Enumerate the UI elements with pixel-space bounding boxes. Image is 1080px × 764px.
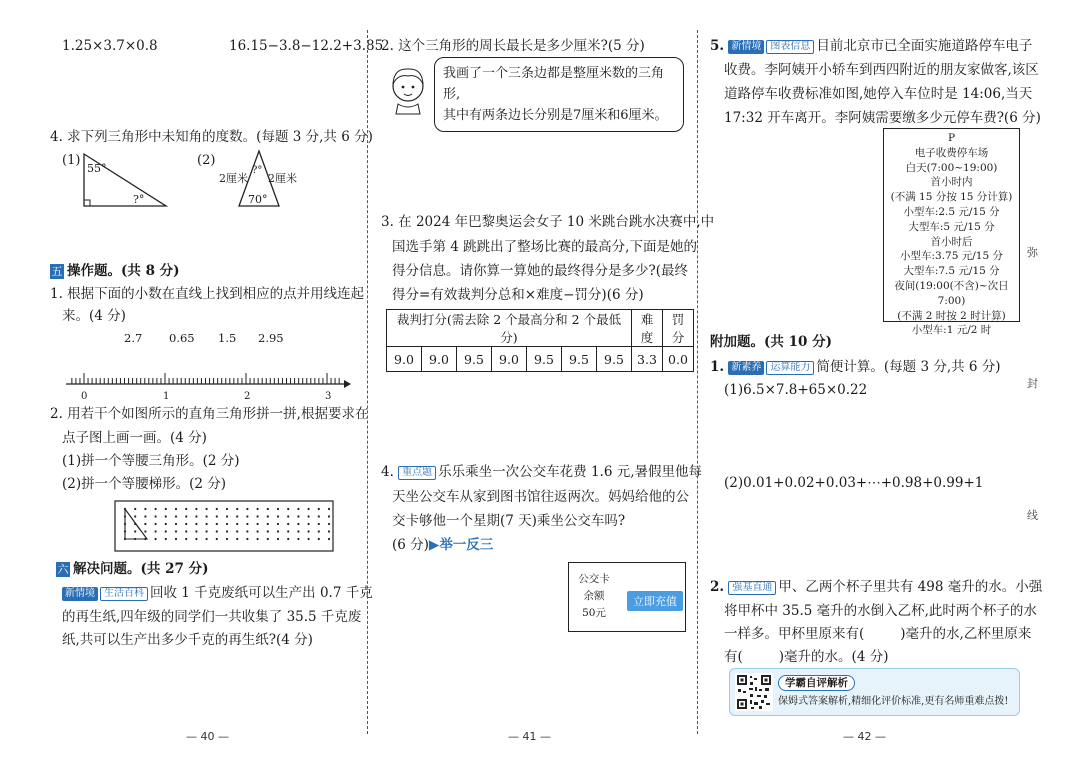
difficulty-cell: 3.3	[632, 347, 663, 372]
sign-line: 夜间(19:00(不含)~次日 7:00)	[894, 279, 1009, 307]
card-balance-label: 余额	[583, 590, 605, 602]
grid-dot	[165, 523, 167, 525]
side-left-label: 2厘米	[219, 172, 248, 185]
grid-dot	[328, 515, 330, 517]
grid-dot	[257, 515, 259, 517]
grid-dot	[287, 515, 289, 517]
grid-dot	[318, 515, 320, 517]
header-judge-scores: 裁判打分(需去除 2 个最高分和 2 个最低分)	[387, 310, 632, 347]
right-triangle-figure	[80, 150, 170, 210]
grid-dot	[257, 523, 259, 525]
grid-dot	[155, 530, 157, 532]
grid-dot	[165, 508, 167, 510]
grid-dot	[277, 508, 279, 510]
side-right-label: 2厘米	[268, 172, 297, 185]
grid-dot	[318, 538, 320, 540]
grid-dot	[267, 538, 269, 540]
tag-new-context: 新情境	[728, 40, 764, 54]
sign-line: 小型车:3.75 元/15 分	[900, 250, 1003, 263]
m-q3-line1: 3. 在 2024 年巴黎奥运会女子 10 米跳台跳水决赛中,中	[381, 214, 715, 230]
decimal-1: 2.7	[124, 331, 143, 345]
girl-avatar-icon	[384, 64, 432, 116]
grid-dot	[318, 530, 320, 532]
grid-dot	[246, 523, 248, 525]
sign-line: (不满 2 时按 2 时计算)	[897, 309, 1006, 322]
grid-dot	[206, 523, 208, 525]
card-balance-value: 50元	[582, 607, 606, 619]
s5-q2-line2: 点子图上画一画。(4 分)	[62, 430, 207, 446]
grid-dot	[206, 530, 208, 532]
grid-dot	[175, 530, 177, 532]
grid-dot	[155, 523, 157, 525]
grid-dot	[277, 523, 279, 525]
grid-dot	[267, 523, 269, 525]
grid-dot	[246, 538, 248, 540]
grid-dot	[195, 530, 197, 532]
m-q3-line4: 得分=有效裁判分总和×难度−罚分)(6 分)	[392, 287, 644, 303]
grid-dot	[175, 523, 177, 525]
s6-q1-line1: 新情境 生活百科 回收 1 千克废纸可以生产出 0.7 千克	[62, 584, 373, 602]
tag-key-question: 重点题	[398, 466, 436, 480]
tag-computation: 运算能力	[766, 361, 814, 375]
tag-new-literacy: 新素养	[728, 361, 764, 375]
grid-dot	[257, 538, 259, 540]
column-divider-1	[367, 30, 368, 734]
grid-dot	[155, 538, 157, 540]
sign-line: 小型车:1 元/2 时	[911, 324, 992, 337]
margin-char-2: 封	[1027, 377, 1038, 390]
grid-dot	[165, 515, 167, 517]
margin-char-3: 线	[1027, 509, 1038, 522]
grid-dot	[195, 508, 197, 510]
score-cell: 9.5	[527, 347, 562, 372]
section6-heading: 六 解决问题。(共 27 分)	[57, 561, 209, 577]
decimal-2: 0.65	[169, 331, 195, 345]
r-q5-line3: 道路停车收费标准如图,她停入车位时是 14:06,当天	[724, 86, 1033, 102]
grid-dot	[287, 523, 289, 525]
grid-dot	[236, 530, 238, 532]
r-b1-sub2: (2)0.01+0.02+0.03+⋯+0.98+0.99+1	[724, 475, 984, 491]
grid-dot	[308, 538, 310, 540]
grid-dot	[277, 530, 279, 532]
parking-fee-sign	[883, 128, 1020, 337]
s5-q2-line1: 2. 用若干个如图所示的直角三角形拼一拼,根据要求在	[50, 406, 369, 422]
sign-line: 大型车:7.5 元/15 分	[903, 265, 1000, 278]
m-q4-line4: (6 分)▶举一反三	[392, 537, 494, 553]
grid-dot	[246, 515, 248, 517]
axis-label-0: 0	[81, 391, 88, 402]
grid-dot	[155, 515, 157, 517]
q4-title: 4. 求下列三角形中未知角的度数。(每题 3 分,共 6 分)	[50, 129, 373, 145]
grid-dot	[308, 530, 310, 532]
grid-dot	[185, 508, 187, 510]
grid-dot	[308, 515, 310, 517]
bubble-line-2: 其中有两条边长分别是7厘米和6厘米。	[443, 108, 668, 123]
sign-line: 首小时后	[930, 235, 973, 248]
s5-q2-sub1: (1)拼一个等腰三角形。(2 分)	[62, 453, 240, 469]
calc-expression-2: 16.15−3.8−12.2+3.85	[229, 38, 384, 54]
card-title: 公交卡	[578, 573, 610, 585]
grid-dot	[165, 530, 167, 532]
page-number-41: — 41 —	[508, 730, 551, 743]
axis-label-1: 1	[163, 391, 170, 402]
grid-dot	[318, 523, 320, 525]
grid-dot	[155, 508, 157, 510]
r-b2-line1: 2. 强基直通 甲、乙两个杯子里共有 498 毫升的水。小强	[710, 579, 1043, 595]
speech-bubble	[434, 57, 684, 132]
r-q5-line1: 5. 新情境 图表信息 目前北京市已全面实施道路停车电子	[710, 38, 1033, 54]
r-b2-line2: 将甲杯中 35.5 毫升的水倒入乙杯,此时两个杯子的水	[724, 603, 1037, 619]
grid-dot	[195, 515, 197, 517]
grid-dot	[328, 530, 330, 532]
s6-q1-line2: 的再生纸,四年级的同学们一共收集了 35.5 千克废	[62, 609, 362, 625]
s6-q1-line3: 纸,共可以生产出多少千克的再生纸?(4 分)	[62, 632, 313, 648]
r-b1-title: 1. 新素养 运算能力 简便计算。(每题 3 分,共 6 分)	[710, 359, 1001, 375]
grid-dot	[206, 538, 208, 540]
grid-dot	[175, 515, 177, 517]
grid-dot	[144, 523, 146, 525]
grid-dot	[297, 508, 299, 510]
angle-70: 70°	[248, 193, 268, 206]
grid-dot	[246, 508, 248, 510]
r-q5-line4: 17:32 开车离开。李阿姨需要缴多少元停车费?(6 分)	[724, 110, 1041, 126]
score-cell: 9.0	[492, 347, 527, 372]
grid-dot	[195, 538, 197, 540]
column-divider-2	[697, 30, 698, 734]
score-cell: 9.0	[422, 347, 457, 372]
page-number-40: — 40 —	[186, 730, 229, 743]
score-cell: 9.5	[562, 347, 597, 372]
grid-dot	[185, 523, 187, 525]
grid-dot	[185, 515, 187, 517]
grid-dot	[246, 530, 248, 532]
r-b1-sub1: (1)6.5×7.8+65×0.22	[724, 382, 868, 398]
sign-line: 电子收费停车场	[914, 146, 989, 159]
qr-code-icon[interactable]	[735, 673, 773, 711]
q4-sub1-label: (1)	[62, 153, 81, 168]
grid-dot	[134, 508, 136, 510]
m-q4-line1: 4. 重点题 乐乐乘坐一次公交车花费 1.6 元,暑假里他每	[381, 464, 703, 480]
sign-line: (不满 15 分按 15 分计算)	[890, 191, 1013, 204]
section5-badge: 五	[51, 265, 63, 278]
grid-dot	[226, 523, 228, 525]
related-practice-link[interactable]: ▶举一反三	[428, 537, 494, 553]
grid-dot	[206, 515, 208, 517]
sign-line: 首小时内	[930, 176, 973, 189]
score-cell: 9.5	[597, 347, 632, 372]
sign-line: 白天(7:00~19:00)	[905, 161, 998, 174]
dot-grid[interactable]	[114, 500, 334, 552]
grid-dot	[236, 538, 238, 540]
grid-dot	[226, 508, 228, 510]
grid-dot	[195, 523, 197, 525]
grid-dot	[216, 515, 218, 517]
grid-dot	[144, 530, 146, 532]
grid-dot	[328, 523, 330, 525]
grid-dot	[287, 508, 289, 510]
grid-dot	[328, 538, 330, 540]
grid-dot	[226, 515, 228, 517]
score-cell: 9.0	[387, 347, 422, 372]
grid-dot	[216, 530, 218, 532]
grid-dot	[267, 508, 269, 510]
grid-dot	[297, 538, 299, 540]
header-difficulty: 难度	[632, 310, 663, 347]
angle-unknown-2: ?°	[252, 165, 263, 176]
grid-dot	[297, 523, 299, 525]
grid-dot	[144, 508, 146, 510]
grid-dot	[216, 538, 218, 540]
grid-dot	[297, 515, 299, 517]
axis-label-3: 3	[325, 391, 332, 402]
m-q3-line3: 得分信息。请你算一算她的最终得分是多少?(最终	[392, 263, 689, 279]
tag-chart-info: 图表信息	[766, 40, 814, 54]
tag-strong-foundation: 强基直通	[728, 581, 776, 595]
number-line	[62, 368, 352, 392]
m-q4-line3: 交卡够他一个星期(7 天)乘坐公交车吗?	[392, 513, 626, 529]
score-cell: 9.5	[457, 347, 492, 372]
m-q3-line2: 国选手第 4 跳跳出了整场比赛的最高分,下面是她的	[392, 239, 697, 255]
grid-dot	[257, 508, 259, 510]
bubble-line-1: 我画了一个三条边都是整厘米数的三角形,	[443, 66, 665, 102]
grid-dot	[134, 515, 136, 517]
tag-life-encyclopedia: 生活百科	[100, 587, 148, 601]
grid-dot	[328, 508, 330, 510]
axis-label-2: 2	[244, 391, 251, 402]
grid-dot	[185, 530, 187, 532]
m-q4-line2: 天坐公交车从家到图书馆往返两次。妈妈给他的公	[392, 489, 689, 505]
grid-dot	[267, 530, 269, 532]
section5-heading: 五 操作题。(共 8 分)	[51, 263, 180, 279]
page-number-42: — 42 —	[843, 730, 886, 743]
s5-q1-line1: 1. 根据下面的小数在直线上找到相应的点并用线连起	[50, 286, 365, 302]
bonus-section-title: 附加题。(共 10 分)	[710, 334, 832, 350]
grid-dot	[134, 530, 136, 532]
m-q2-title: 2. 这个三角形的周长最长是多少厘米?(5 分)	[381, 38, 645, 54]
q4-sub2-label: (2)	[197, 153, 216, 168]
grid-dot	[185, 538, 187, 540]
grid-dot	[175, 538, 177, 540]
banner-title: 学霸自评解析	[778, 675, 855, 691]
calc-expression-1: 1.25×3.7×0.8	[62, 38, 158, 54]
grid-dot	[277, 538, 279, 540]
r-q5-line2: 收费。李阿姨开小轿车到西四附近的朋友家做客,该区	[724, 62, 1039, 78]
penalty-cell: 0.0	[663, 347, 694, 372]
sign-line: P	[947, 132, 956, 144]
sign-line: 小型车:2.5 元/15 分	[903, 205, 1000, 218]
decimal-4: 2.95	[258, 331, 284, 345]
grid-dot	[236, 515, 238, 517]
recharge-button[interactable]: 立即充值	[627, 591, 683, 611]
grid-dot	[257, 530, 259, 532]
grid-dot	[226, 530, 228, 532]
tag-new-context: 新情境	[62, 587, 98, 601]
grid-dot	[144, 515, 146, 517]
grid-dot	[277, 515, 279, 517]
grid-dot	[287, 530, 289, 532]
s5-q1-line2: 来。(4 分)	[62, 308, 126, 324]
grid-dot	[206, 508, 208, 510]
grid-dot	[226, 538, 228, 540]
section6-badge: 六	[57, 563, 69, 576]
decimal-3: 1.5	[218, 331, 237, 345]
grid-dot	[175, 508, 177, 510]
grid-dot	[216, 523, 218, 525]
grid-dot	[165, 538, 167, 540]
header-penalty: 罚分	[663, 310, 694, 347]
grid-dot	[287, 538, 289, 540]
r-b2-line4: 有( )毫升的水。(4 分)	[724, 649, 889, 665]
bus-card	[568, 562, 686, 632]
angle-unknown-1: ?°	[133, 193, 145, 206]
r-b2-line3: 一样多。甲杯里原来有( )毫升的水,乙杯里原来	[724, 626, 1032, 642]
margin-char-1: 弥	[1027, 246, 1038, 259]
s5-q2-sub2: (2)拼一个等腰梯形。(2 分)	[62, 476, 227, 492]
angle-55: 55°	[87, 162, 107, 175]
grid-dot	[216, 508, 218, 510]
grid-dot	[297, 530, 299, 532]
grid-dot	[236, 508, 238, 510]
grid-dot	[236, 523, 238, 525]
banner-text: 保姆式答案解析,精细化评价标准,更有名师重难点拨!	[778, 696, 1009, 707]
grid-dot	[308, 523, 310, 525]
grid-dot	[308, 508, 310, 510]
score-table	[386, 309, 694, 372]
grid-dot	[267, 515, 269, 517]
grid-dot	[318, 508, 320, 510]
sign-line: 大型车:5 元/15 分	[908, 220, 995, 233]
self-check-banner[interactable]	[729, 668, 1020, 716]
